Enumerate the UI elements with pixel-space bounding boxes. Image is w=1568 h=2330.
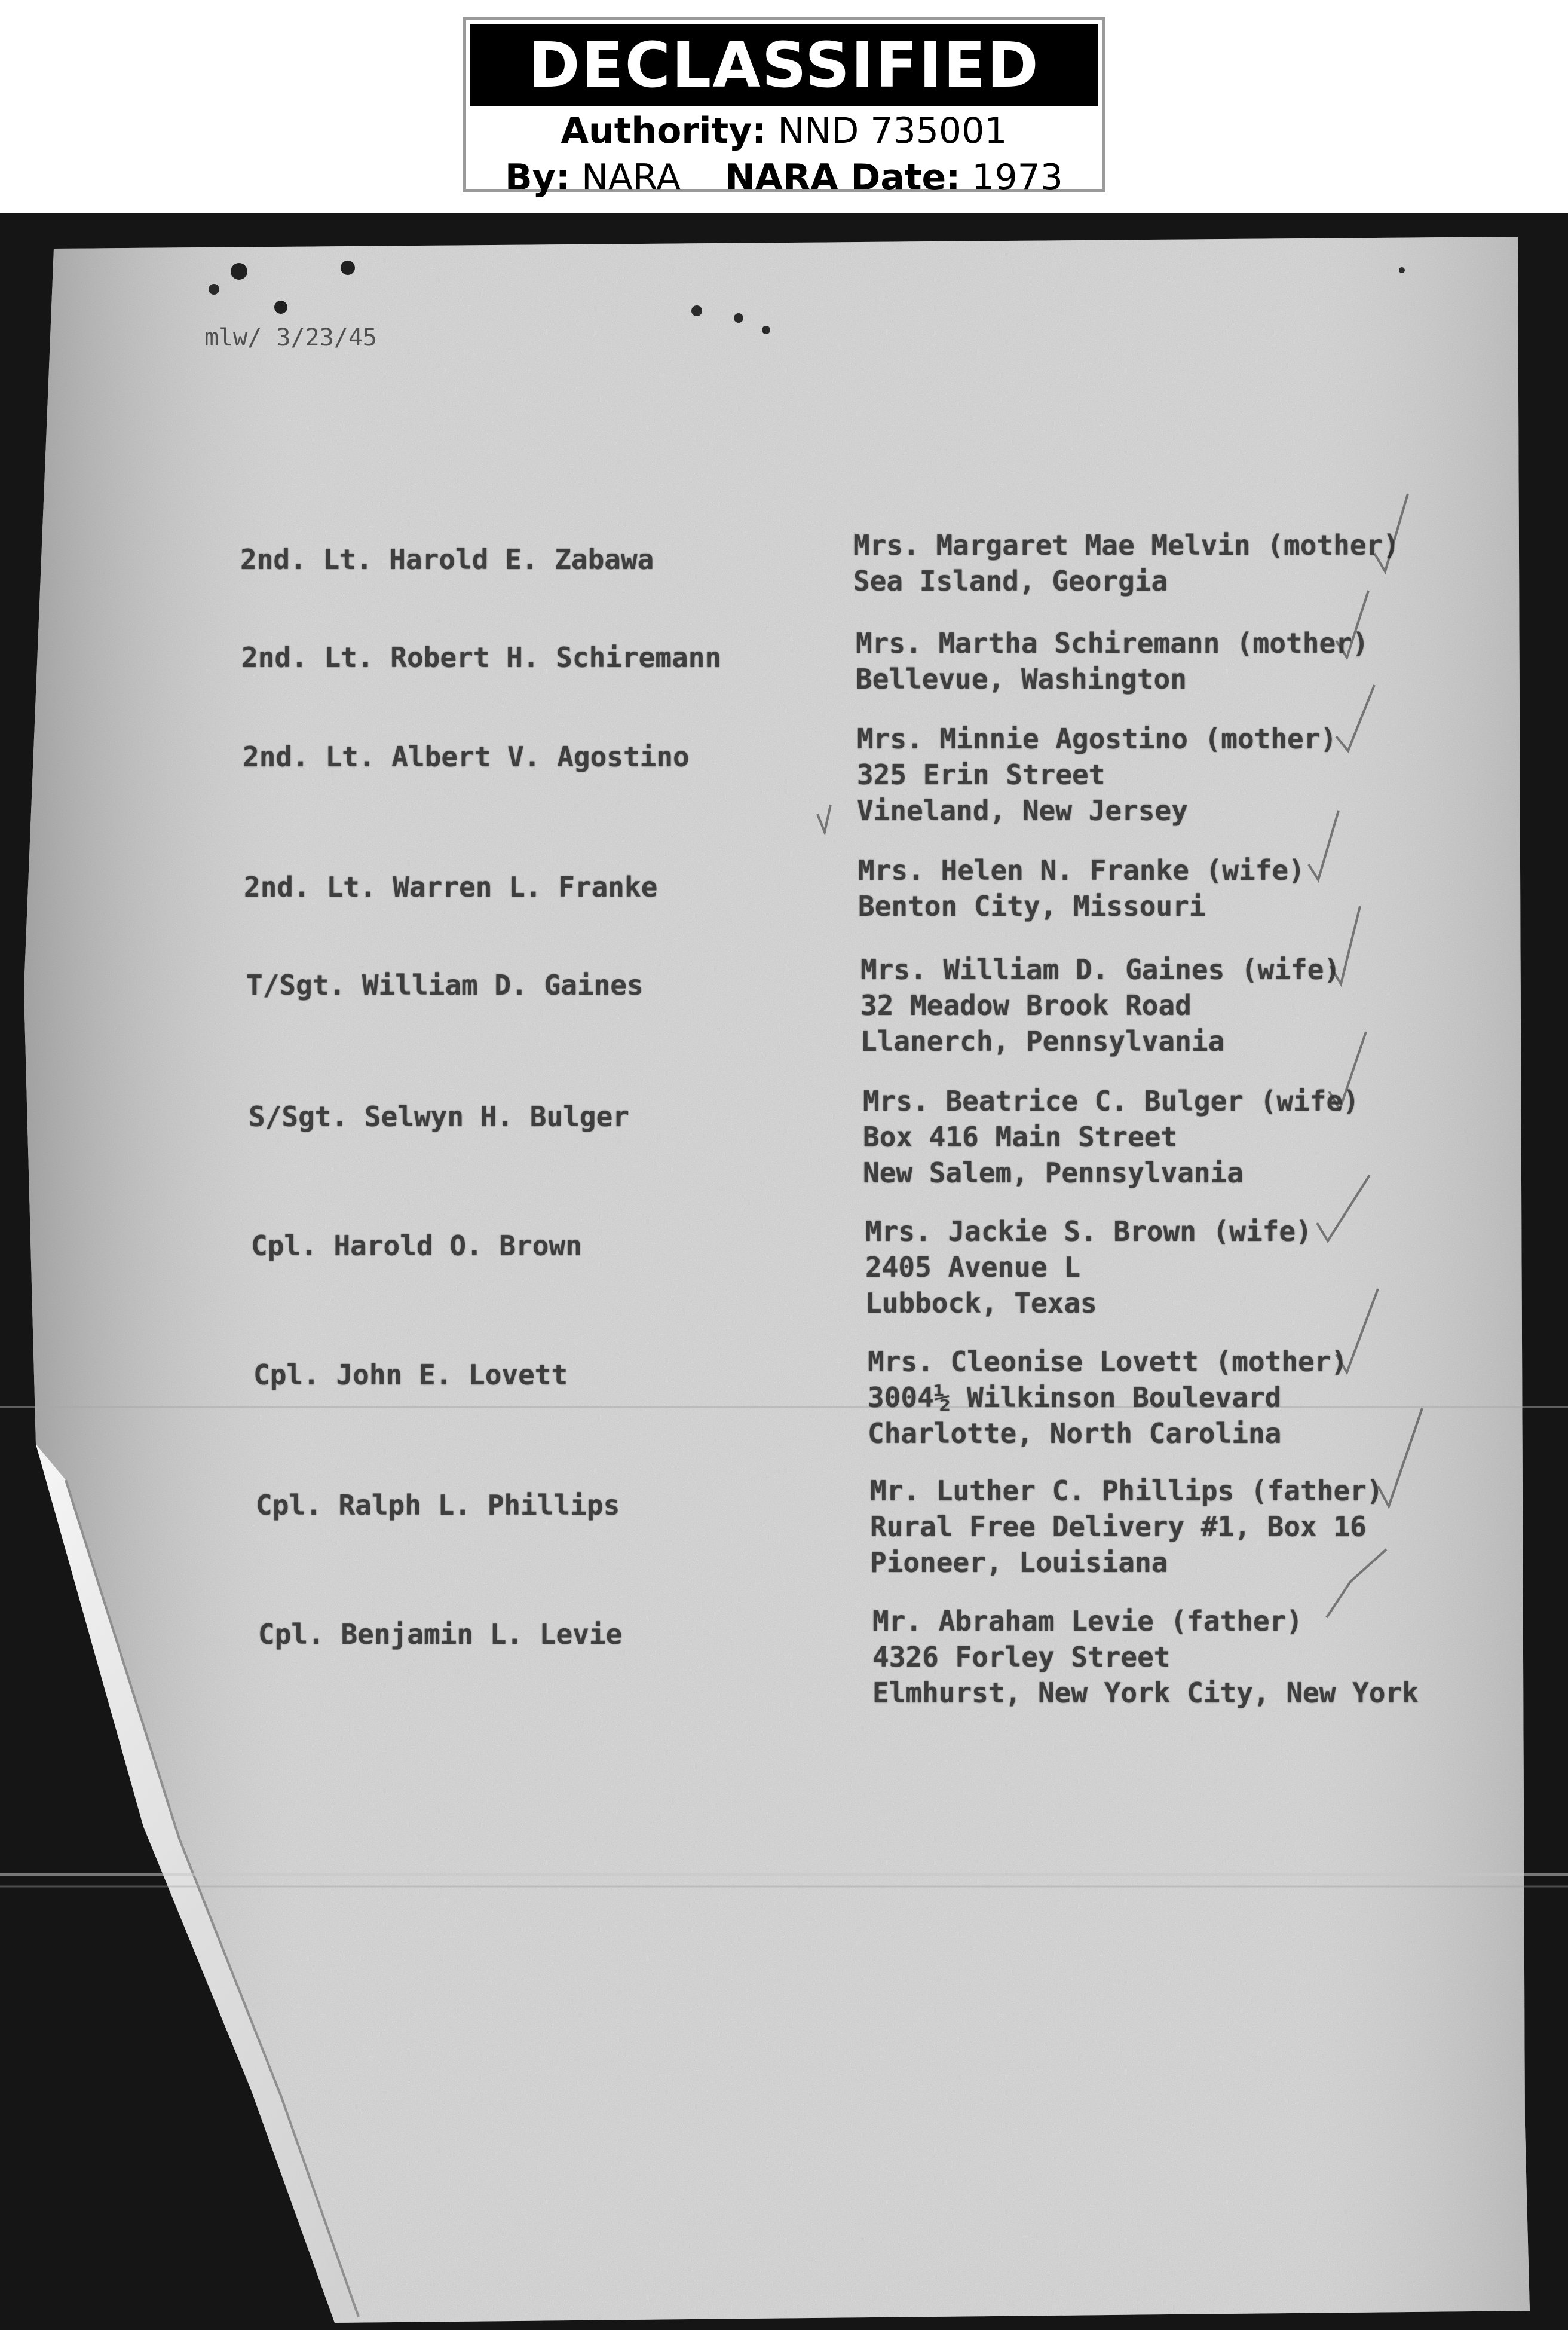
entry-name-6: S/Sgt. Selwyn H. Bulger	[249, 1100, 629, 1133]
stamp-authority-label: Authority:	[561, 110, 767, 152]
entry-contact-9: Mr. Luther C. Phillips (father) Rural Free Delivery #1, Box 16 Pioneer, Louisiana	[870, 1475, 1383, 1579]
entry-contact-2: Mrs. Martha Schiremann (mother) Bellevue, Washington	[856, 627, 1369, 695]
entry-contact-10: Mr. Abraham Levie (father) 4326 Forley Street Elmhurst, New York City, New York	[872, 1605, 1419, 1709]
entry-name-10: Cpl. Benjamin L. Levie	[258, 1618, 623, 1650]
entry-name-9: Cpl. Ralph L. Phillips	[256, 1489, 620, 1521]
entry-contact-1: Mrs. Margaret Mae Melvin (mother) Sea Island, Georgia	[853, 529, 1399, 597]
entry-contact-3: Mrs. Minnie Agostino (mother) 325 Erin Street Vineland, New Jersey	[857, 723, 1337, 827]
scanned-page	[0, 213, 1568, 2330]
stamp-title: DECLASSIFIED	[470, 24, 1098, 106]
stamp-date-value: 1973	[972, 157, 1063, 198]
entry-name-5: T/Sgt. William D. Gaines	[246, 969, 644, 1001]
declassified-stamp	[463, 17, 1105, 198]
entry-contact-8: Mrs. Cleonise Lovett (mother) 3004½ Wilkinson Boulevard Charlotte, North Carolina	[868, 1346, 1348, 1450]
stamp-authority-value: NND 735001	[777, 110, 1007, 152]
entry-name-8: Cpl. John E. Lovett	[253, 1359, 568, 1391]
stamp-by-label: By:	[505, 157, 570, 198]
stamp-authority-line	[466, 110, 1102, 152]
entry-name-1: 2nd. Lt. Harold E. Zabawa	[240, 543, 654, 576]
stamp-by-value: NARA	[581, 157, 681, 198]
entry-name-4: 2nd. Lt. Warren L. Franke	[244, 871, 658, 903]
entry-name-2: 2nd. Lt. Robert H. Schiremann	[241, 641, 722, 674]
stamp-date-label: NARA Date:	[725, 157, 961, 198]
entry-contact-4: Mrs. Helen N. Franke (wife) Benton City, Missouri	[858, 854, 1305, 922]
stamp-by-line	[466, 157, 1102, 198]
entry-name-3: 2nd. Lt. Albert V. Agostino	[243, 741, 690, 773]
entry-contact-5: Mrs. William D. Gaines (wife) 32 Meadow Brook Road Llanerch, Pennsylvania	[860, 953, 1341, 1057]
entry-name-7: Cpl. Harold O. Brown	[251, 1230, 582, 1262]
document-initials-date: mlw/ 3/23/45	[204, 324, 377, 351]
entry-contact-6: Mrs. Beatrice C. Bulger (wife) Box 416 Main Street New Salem, Pennsylvania	[863, 1085, 1359, 1189]
entry-contact-7: Mrs. Jackie S. Brown (wife) 2405 Avenue L Lubbock, Texas	[865, 1215, 1312, 1319]
